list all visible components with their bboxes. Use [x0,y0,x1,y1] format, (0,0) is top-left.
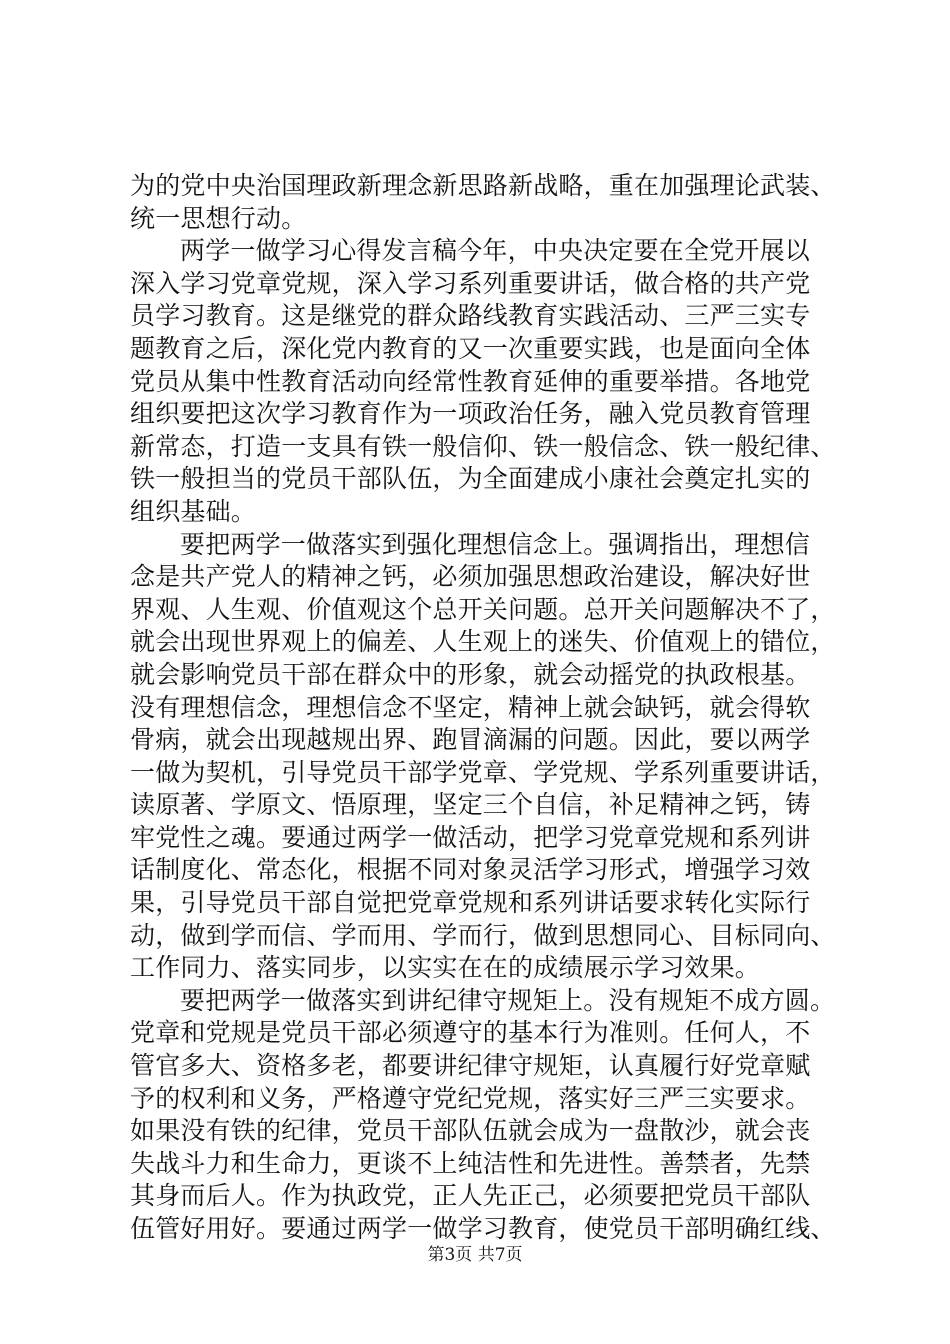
text-line: 其身而后人。作为执政党，正人先正己，必须要把党员干部队 [130,1181,811,1211]
text-line: 就会出现世界观上的偏差、人生观上的迷失、价值观上的错位， [130,627,836,657]
text-line: 党员从集中性教育活动向经常性教育延伸的重要举措。各地党 [130,366,811,396]
text-line: 动，做到学而信、学而用、学而行，做到思想同心、目标同向、 [130,920,836,950]
text-line: 统一思想行动。 [130,203,307,233]
text-line: 没有理想信念，理想信念不坚定，精神上就会缺钙，就会得软 [130,692,811,722]
text-line: 骨病，就会出现越规出界、跑冒滴漏的问题。因此，要以两学 [130,725,811,755]
paragraph-first-line: 要把两学一做落实到强化理想信念上。强调指出，理想信 [180,529,811,559]
text-line: 牢党性之魂。要通过两学一做活动，把学习党章党规和系列讲 [130,822,811,852]
text-line: 一做为契机，引导党员干部学党章、学党规、学系列重要讲话， [130,757,836,787]
text-line: 员学习教育。这是继党的群众路线教育实践活动、三严三实专 [130,301,811,331]
text-line: 话制度化、常态化，根据不同对象灵活学习形式，增强学习效 [130,855,811,885]
text-line: 予的权利和义务，严格遵守党纪党规，落实好三严三实要求。 [130,1083,811,1113]
text-line: 工作同力、落实同步，以实实在在的成绩展示学习效果。 [130,953,761,983]
text-line: 题教育之后，深化党内教育的又一次重要实践，也是面向全体 [130,333,811,363]
text-line: 新常态，打造一支具有铁一般信仰、铁一般信念、铁一般纪律、 [130,431,836,461]
text-line: 失战斗力和生命力，更谈不上纯洁性和先进性。善禁者，先禁 [130,1148,811,1178]
text-line: 为的党中央治国理政新理念新思路新战略，重在加强理论武装、 [130,171,836,200]
text-line: 就会影响党员干部在群众中的形象，就会动摇党的执政根基。 [130,659,811,689]
text-line: 组织基础。 [130,496,257,526]
text-line: 铁一般担当的党员干部队伍，为全面建成小康社会奠定扎实的 [130,464,811,494]
text-line: 念是共产党人的精神之钙，必须加强思想政治建设，解决好世 [130,562,811,592]
body-text [130,170,840,1246]
text-line: 党章和党规是党员干部必须遵守的基本行为准则。任何人，不 [130,1018,811,1048]
text-line: 果，引导党员干部自觉把党章党规和系列讲话要求转化实际行 [130,888,811,918]
paragraph-first-line: 两学一做学习心得发言稿今年，中央决定要在全党开展以 [180,236,811,266]
text-line: 深入学习党章党规，深入学习系列重要讲话，做合格的共产党 [130,268,811,298]
text-line: 界观、人生观、价值观这个总开关问题。总开关问题解决不了， [130,594,836,624]
text-line: 读原著、学原文、悟原理，坚定三个自信，补足精神之钙，铸 [130,790,811,820]
text-line: 伍管好用好。要通过两学一做学习教育，使党员干部明确红线、 [130,1214,836,1243]
page-number-footer: 第3页 共7页 [427,1245,523,1265]
text-line: 管官多大、资格多老，都要讲纪律守规矩，认真履行好党章赋 [130,1051,811,1081]
text-line: 组织要把这次学习教育作为一项政治任务，融入党员教育管理 [130,399,811,429]
paragraph-first-line: 要把两学一做落实到讲纪律守规矩上。没有规矩不成方圆。 [180,985,836,1015]
text-line: 如果没有铁的纪律，党员干部队伍就会成为一盘散沙，就会丧 [130,1116,811,1146]
